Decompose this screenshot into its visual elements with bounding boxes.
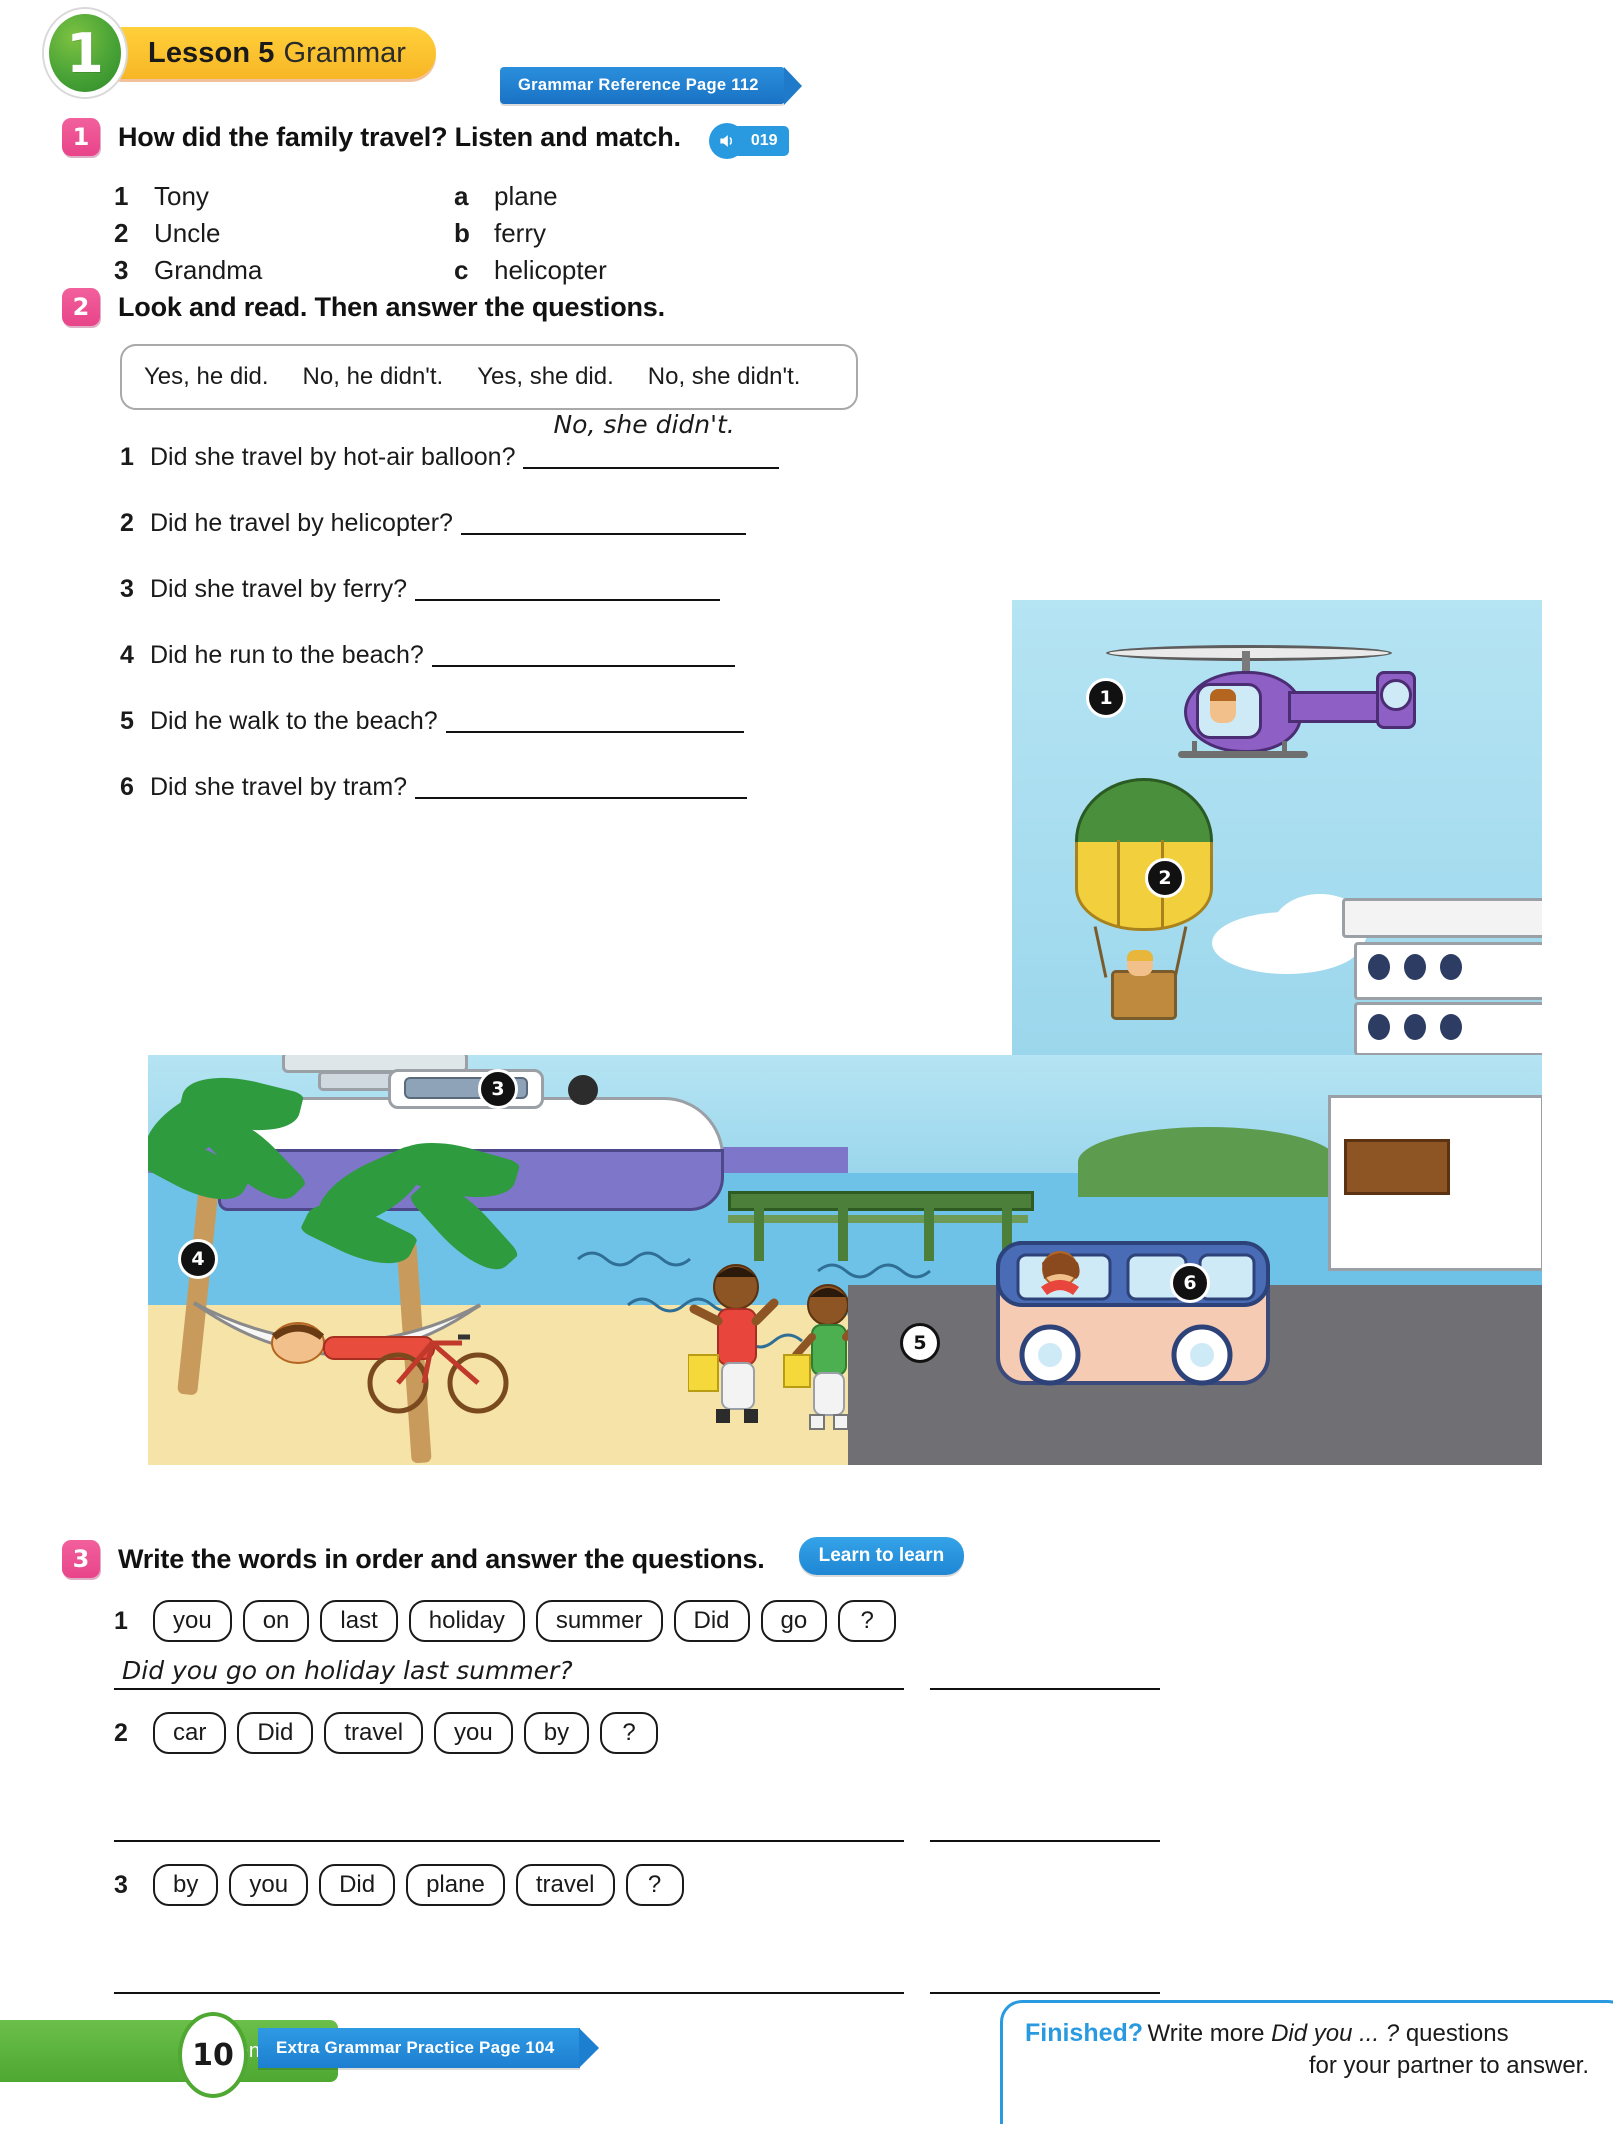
item-key: b: [454, 218, 470, 249]
item-key: c: [454, 255, 469, 286]
item-key: a: [454, 181, 469, 211]
illustration-marker-5: 5: [900, 1323, 940, 1363]
list-item[interactable]: [114, 215, 454, 252]
question-number: 2: [120, 509, 134, 537]
answer-blank[interactable]: [415, 572, 720, 601]
illustration-marker-4: 4: [178, 1239, 218, 1279]
question-number: 4: [120, 641, 134, 669]
helicopter-illustration: [1092, 635, 1422, 775]
answer-blank[interactable]: [432, 638, 735, 667]
question-text: Did he walk to the beach?: [150, 707, 438, 735]
answer-line-group: [114, 1954, 1160, 1994]
answer-blank[interactable]: [461, 506, 746, 535]
answer-bank-option[interactable]: Yes, she did.: [477, 363, 614, 390]
finished-text-a: Write more: [1147, 2020, 1272, 2047]
word-tile[interactable]: summer: [536, 1600, 663, 1642]
word-tile-row: [114, 1712, 1160, 1754]
subject-label: Grammar: [283, 36, 406, 69]
illustration-sky-panel: [1012, 600, 1542, 1070]
reply-answer-line[interactable]: [930, 1802, 1160, 1842]
answer-line-group: [114, 1650, 1160, 1690]
finished-text-b: questions: [1399, 2020, 1509, 2047]
exercise-2: [62, 288, 858, 832]
reply-answer-line[interactable]: [930, 1650, 1160, 1690]
item-key: 2: [114, 218, 129, 249]
illustration-marker-3: 3: [478, 1069, 518, 1109]
ship-hull-illustration: [1332, 890, 1542, 1070]
illustration-marker-2: 2: [1145, 858, 1185, 898]
item-label: helicopter: [494, 255, 607, 286]
question-row: [120, 634, 858, 670]
word-tile-row: [114, 1600, 1160, 1642]
illustration-marker-6: 6: [1170, 1263, 1210, 1303]
matching-right-column: [454, 178, 794, 289]
answer-line-group: [114, 1802, 1160, 1842]
handwritten-answer: Did you go on holiday last summer?: [122, 1656, 573, 1685]
unit-header: [40, 22, 436, 84]
answer-bank-option[interactable]: Yes, he did.: [144, 363, 269, 390]
sentence-answer-line[interactable]: [114, 1954, 904, 1994]
exercise-2-number: 2: [62, 288, 100, 326]
camper-van-illustration: [988, 1207, 1288, 1447]
word-tile[interactable]: ?: [600, 1712, 658, 1754]
question-number: 1: [120, 443, 134, 471]
answer-blank[interactable]: [446, 704, 744, 733]
word-tile[interactable]: travel: [324, 1712, 423, 1754]
item-label: plane: [494, 181, 558, 211]
hot-air-balloon-illustration: [1057, 778, 1237, 1028]
handwritten-answer: No, she didn't.: [553, 410, 735, 439]
question-text: Did he run to the beach?: [150, 641, 424, 669]
item-key: 1: [114, 181, 129, 211]
illustration-beach-panel: [148, 1055, 1542, 1465]
exercise-2-title: Look and read. Then answer the questions.: [118, 291, 665, 322]
word-tile[interactable]: Did: [674, 1600, 750, 1642]
exercise-3-header: [62, 1540, 1160, 1578]
question-text: Did he travel by helicopter?: [150, 509, 453, 537]
finished-text-emphasis: Did you ... ?: [1271, 2020, 1400, 2047]
unit-number-badge: 1: [44, 9, 126, 97]
question-text: Did she travel by ferry?: [150, 575, 408, 603]
word-tile[interactable]: by: [524, 1712, 589, 1754]
lesson-label: Lesson 5: [148, 36, 275, 69]
item-key: 3: [114, 255, 129, 286]
audio-track-badge[interactable]: [709, 123, 789, 159]
item-label: Uncle: [154, 218, 221, 249]
finished-line-1: [1025, 2019, 1605, 2048]
word-tile[interactable]: you: [229, 1864, 308, 1906]
finished-title: Finished?: [1025, 2019, 1144, 2047]
list-item[interactable]: [114, 178, 454, 215]
speaker-icon: [709, 123, 745, 159]
item-number: 3: [114, 1870, 128, 1899]
list-item[interactable]: [114, 252, 454, 289]
item-number: 1: [114, 1606, 128, 1635]
illustration-marker-1: 1: [1086, 678, 1126, 718]
question-row: [120, 502, 858, 538]
extra-practice-badge[interactable]: Extra Grammar Practice Page 104: [258, 2028, 580, 2068]
question-text: Did she travel by hot-air balloon?: [150, 443, 516, 471]
item-label: Tony: [154, 181, 209, 211]
learn-to-learn-badge[interactable]: Learn to learn: [799, 1537, 965, 1575]
list-item[interactable]: [454, 215, 794, 252]
word-tile[interactable]: travel: [516, 1864, 615, 1906]
question-list: [120, 410, 858, 802]
question-number: 5: [120, 707, 134, 735]
question-number: 3: [120, 575, 134, 603]
matching-left-column: [114, 178, 454, 289]
reply-answer-line[interactable]: [930, 1954, 1160, 1994]
question-row: [120, 568, 858, 604]
finished-box: [1000, 2000, 1613, 2124]
exercise-3: [62, 1540, 1160, 1994]
answer-bank-option[interactable]: No, she didn't.: [647, 363, 801, 390]
sentence-answer-line[interactable]: [114, 1650, 904, 1690]
word-tile[interactable]: you: [153, 1600, 232, 1642]
grammar-reference-badge[interactable]: Grammar Reference Page 112: [500, 67, 785, 104]
exercise-1-header: [62, 118, 794, 156]
word-tile[interactable]: ?: [626, 1864, 684, 1906]
word-tile[interactable]: Did: [237, 1712, 313, 1754]
exercise-2-header: [62, 288, 858, 326]
answer-blank[interactable]: [523, 410, 779, 469]
list-item[interactable]: [454, 252, 794, 289]
item-number: 2: [114, 1718, 128, 1747]
question-text: Did she travel by tram?: [150, 773, 408, 801]
answer-bank-option[interactable]: No, he didn't.: [302, 363, 444, 390]
question-row: [120, 766, 858, 802]
matching-lists: [114, 178, 794, 289]
word-tile[interactable]: car: [153, 1712, 226, 1754]
word-tile[interactable]: plane: [406, 1864, 505, 1906]
lesson-title-bar: [96, 27, 436, 79]
word-tile[interactable]: you: [434, 1712, 513, 1754]
question-row: [120, 410, 858, 472]
exercise-1: [62, 118, 794, 289]
audio-track-number: 019: [733, 126, 789, 156]
word-tile[interactable]: ?: [838, 1600, 896, 1642]
word-tile-row: [114, 1864, 1160, 1906]
list-item[interactable]: [454, 178, 794, 215]
answer-bank-box: [120, 344, 858, 410]
answer-blank[interactable]: [415, 770, 747, 799]
sentence-answer-line[interactable]: [114, 1802, 904, 1842]
harbour-roof: [1344, 1139, 1450, 1195]
exercise-1-number: 1: [62, 118, 100, 156]
question-row: [120, 700, 858, 736]
item-label: Grandma: [154, 255, 263, 286]
word-tile[interactable]: by: [153, 1864, 218, 1906]
question-number: 6: [120, 773, 134, 801]
word-tile[interactable]: on: [243, 1600, 310, 1642]
page-number: 10: [178, 2012, 248, 2098]
exercise-3-number: 3: [62, 1540, 100, 1578]
item-label: ferry: [494, 218, 546, 249]
word-tile[interactable]: holiday: [409, 1600, 525, 1642]
word-tile[interactable]: Did: [319, 1864, 395, 1906]
word-tile[interactable]: last: [320, 1600, 397, 1642]
hill-background: [1078, 1127, 1338, 1197]
word-tile[interactable]: go: [761, 1600, 828, 1642]
exercise-1-title: How did the family travel? Listen and match.: [118, 121, 681, 152]
bicycle-illustration: [366, 1307, 516, 1417]
exercise-3-title: Write the words in order and answer the questions.: [118, 1543, 765, 1574]
finished-line-2: for your partner to answer.: [1308, 2052, 1589, 2079]
